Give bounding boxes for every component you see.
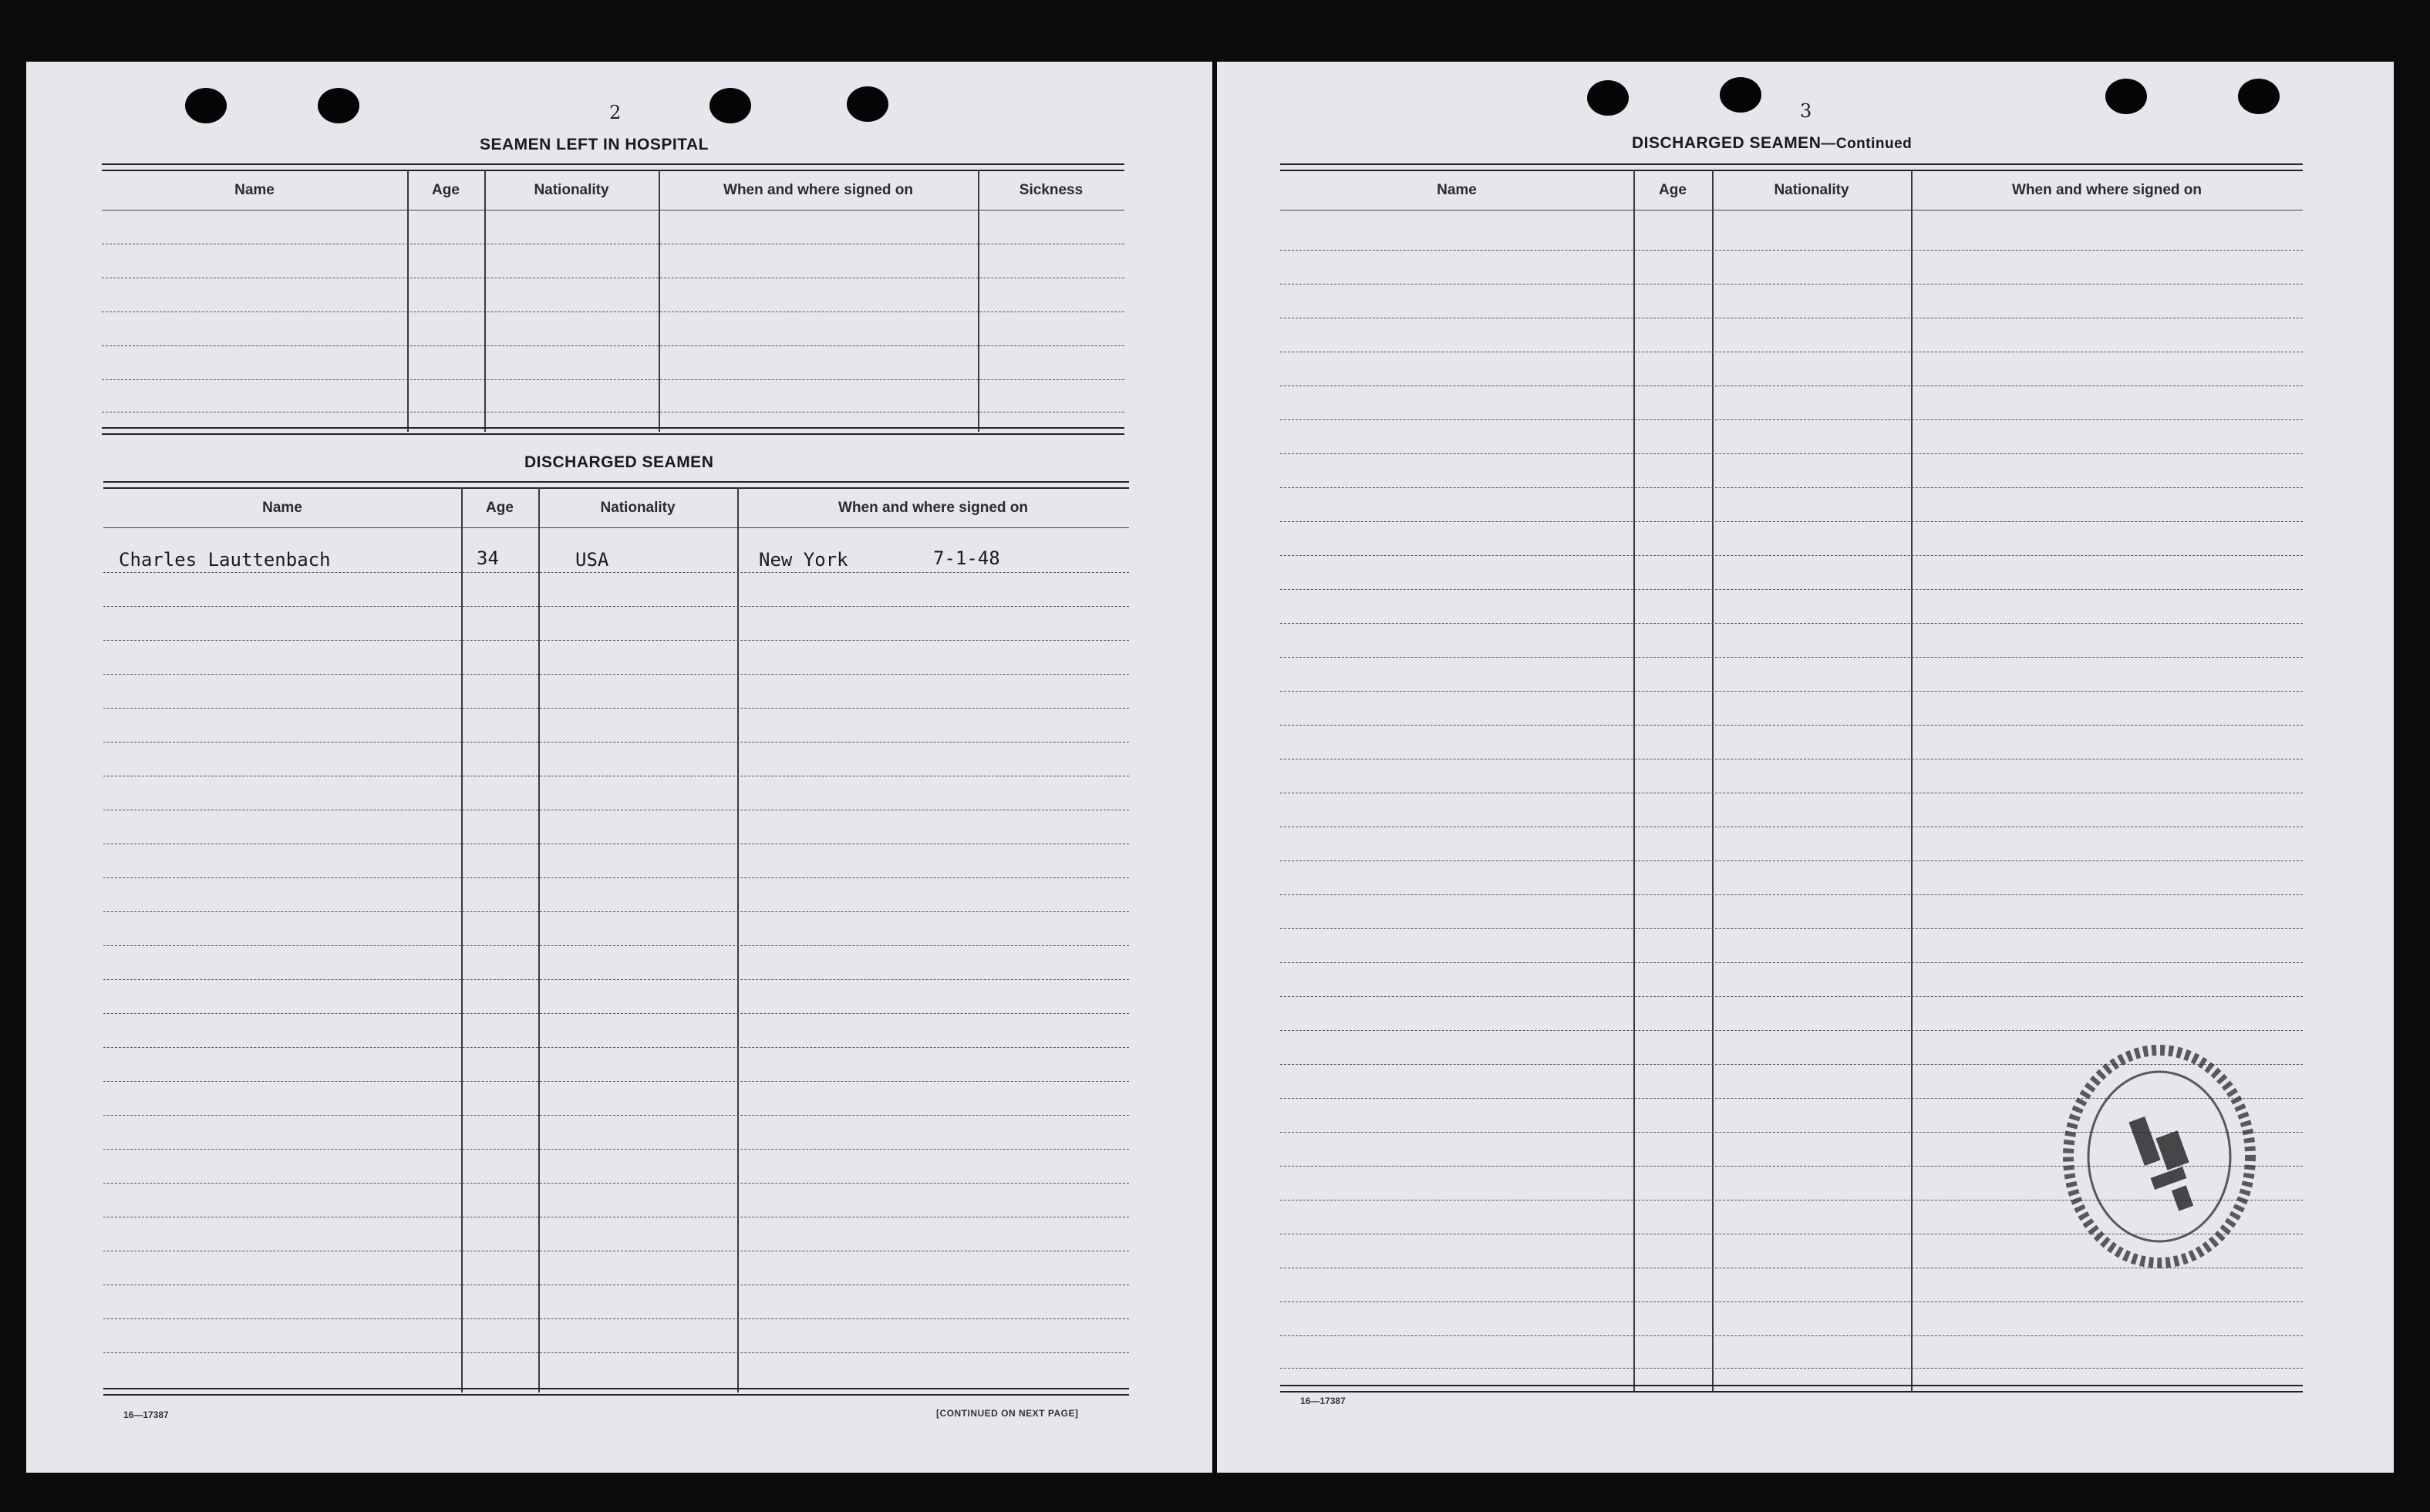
- column-header-age: Age: [432, 182, 460, 198]
- punch-hole: [185, 88, 227, 123]
- entry-name: Charles Lauttenbach: [119, 549, 331, 571]
- form-number: 16—17387: [1300, 1396, 1346, 1406]
- discharged-table-header: [103, 487, 1129, 528]
- column-header-name: Name: [262, 500, 302, 516]
- column-header-when-where: When and where signed on: [2012, 182, 2202, 198]
- column-header-age: Age: [1659, 182, 1687, 198]
- discharged-table: [103, 481, 1129, 1396]
- entry-place: New York: [759, 549, 848, 571]
- discharged-continued-header: [1280, 170, 2303, 210]
- entry-age: 34: [477, 547, 499, 569]
- hospital-table-header: [102, 170, 1124, 210]
- punch-hole: [318, 88, 359, 123]
- hospital-section-title: SEAMEN LEFT IN HOSPITAL: [480, 136, 709, 153]
- punch-hole: [1720, 77, 1761, 113]
- column-header-age: Age: [486, 500, 514, 516]
- punch-hole: [847, 86, 888, 122]
- column-header-sickness: Sickness: [1019, 182, 1084, 198]
- discharged-section-title: DISCHARGED SEAMEN: [524, 453, 714, 471]
- column-header-when-where: When and where signed on: [723, 182, 913, 198]
- column-header-nationality: Nationality: [600, 500, 676, 516]
- punch-hole: [1587, 80, 1629, 116]
- column-header-nationality: Nationality: [1774, 182, 1849, 198]
- title-suffix: —Continued: [1821, 136, 1913, 152]
- page-number: 3: [1800, 100, 1812, 122]
- hospital-table: [102, 163, 1124, 433]
- entry-date: 7-1-48: [933, 547, 1000, 569]
- column-header-name: Name: [1437, 182, 1477, 198]
- punch-hole: [2105, 79, 2147, 114]
- continued-note: [CONTINUED ON NEXT PAGE]: [936, 1408, 1079, 1419]
- column-header-when-where: When and where signed on: [838, 500, 1028, 516]
- punch-hole: [2238, 79, 2280, 114]
- form-number: 16—17387: [123, 1409, 169, 1420]
- entry-nationality: USA: [575, 549, 609, 571]
- discharged-continued-title: [1632, 134, 1912, 153]
- page-number: 2: [609, 102, 622, 123]
- punch-hole: [709, 88, 751, 123]
- title-main: DISCHARGED SEAMEN: [1632, 134, 1822, 152]
- column-header-name: Name: [234, 182, 275, 198]
- column-header-nationality: Nationality: [534, 182, 609, 198]
- ink-stamp: [2059, 1041, 2260, 1272]
